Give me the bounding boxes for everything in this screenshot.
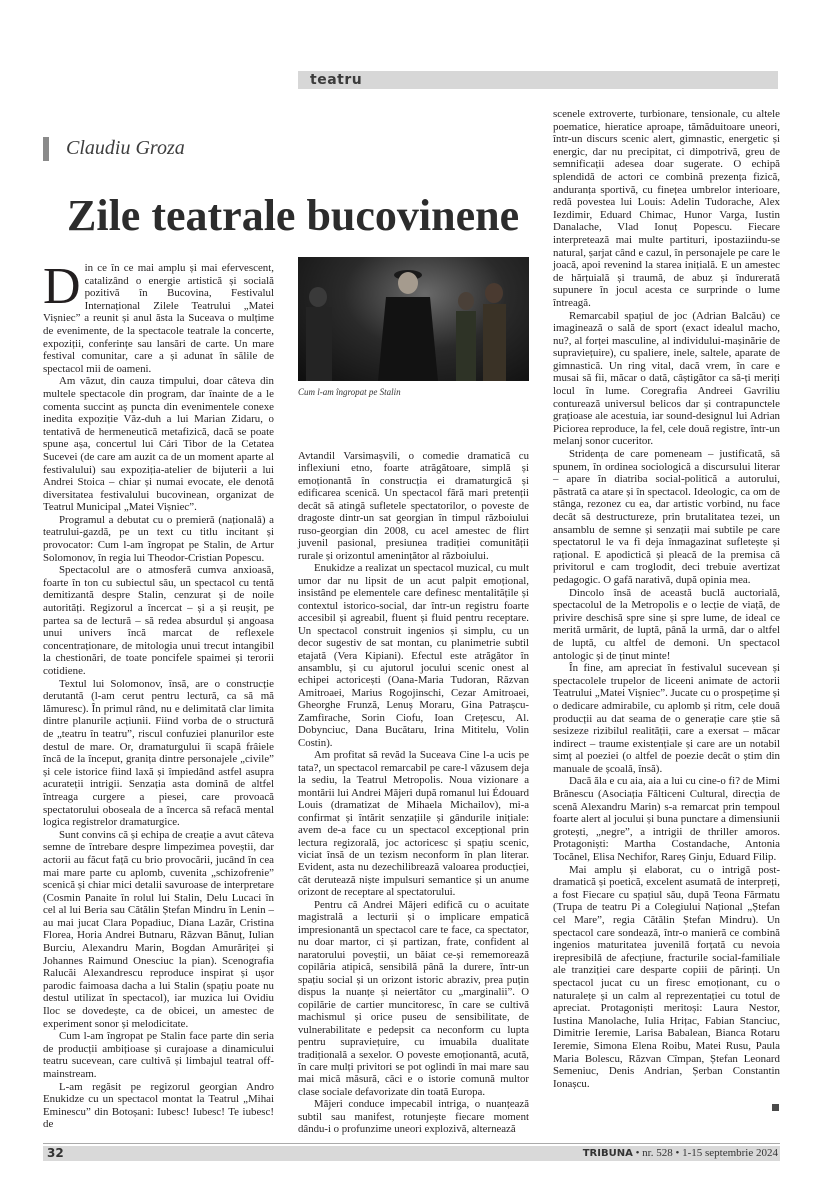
publication-name: TRIBUNA: [582, 1148, 633, 1159]
paragraph: În fine, am apreciat în festivalul sucevean și spectacolele trupelor de liceeni animate de actorii Teatrului „Matei Vișniec”. Jucate cu o prospețime și o dedicare admirabile, cu aplomb și ritm, cele două producții au dat seama de o generație care știe să sesizeze rizibilul realității, care a exersat – măcar indirect – traume existențiale și care are un notabil simț al poeziei (o altfel de poezie decât o știm din manuale de școală, însă).: [553, 662, 781, 775]
paragraph: Spectacolul are o atmosferă cumva anxioasă, foarte în ton cu subiectul său, un spectacol cu tentă demitizantă despre Stalin, cenzurat și de noile autorități. Regizorul a încercat – și a și reușit, pe partea sa de lectură – să redea absurdul și angoasa unui univers încă marcat de reflexele concentraționare, de mitologia unui trecut intangibil la chestionări, de toate poncifele spaimei și terorii cotidiene.: [43, 564, 274, 677]
stage-photo-figures: [298, 257, 529, 381]
paragraph: Remarcabil spațiul de joc (Adrian Balcău) ce imaginează o sală de sport (exact idealul macho, nu?, al forței masculine, al individului-mașinărie de supraviețuire), cu spaliere, inele, saltele, aparate de gimnastică. Un ring vital, dacă vrem, în care e musai să fii, măcar o dată, câștigător ca să-ți meriți locul în lume. Coregrafia Andreei Gavriliu conturează universul belicos dar și contrapunctele grațioase ale acestuia, iar sound-designul lui Adrian Piciorea reproduce, la fel, cele două registre, într-un melanj sonor cuceritor.: [553, 309, 780, 448]
paragraph: Am profitat să revăd la Suceava Cine l-a ucis pe tata?, un spectacol remarcabil pe care-l văzusem deja la sediu, la Teatrul Metropolis. Noua vizionare a montării lui Andrei Măjeri după romanul lui Édouard Louis (dramatizat de Mihaela Michailov), mi-a confirmat și întărit senzațiile și gândurile inițiale: avem de-a face cu un spectacol excepțional prin lectura regizorală, joc actoricesc și spațiu scenic, viciat însă de un tezism neconform în plan literar. Evident, asta nu dezechilibrează valoarea producției, cât derutează niște impulsuri semantice și un anume orizont de receptare al spectatorului.: [298, 749, 529, 899]
paragraph: Sunt convins că și echipa de creație a avut câteva semne de întrebare despre limpezimea poveștii, dar actorii au făcut față cu brio provocării, jucând în cea mai mare parte cu aplomb, cuvenita „schizofrenie” scenică și chiar mici detalii savuroase de interpretare (Cosmin Panaite în rolul lui Stalin, Delu Lucaci în cel al lui Beria sau Cătălin Ștefan Mindru în Lenin – au mai jucat Clara Popadiuc, Diana Lazăr, Cristina Florea, Horia Andrei Butnaru, Răzvan Bănuț, Iulian Burciu, Alexandru Marin, Bogdan Amurăriței și Johannes Raimund Onesciuc la pian). Scenografia Ralucăi Alexandrescu reproduce inspirat și ușor parodic faimoasa dacha a lui Stalin (spațiu poate nu destul utilizat în spectacol), iar muzica lui Ovidiu Iloc se dovedește, ca de obicei, un amestec de experiment sonor și melodicitate.: [43, 828, 274, 1030]
issue-info: • nr. 528 • 1-15 septembrie 2024: [635, 1147, 778, 1159]
paragraph: Am văzut, din cauza timpului, doar câteva din multele spectacole din program, dar înainte de a le comenta succint aș puncta din evenimentele conexe inedita expoziție Văz-duh a lui Marian Zidaru, o tentativă de hermeneutică metafizică, dacă se poate spune așa, concertul lui Cári Tibor de la Cetatea Sucevei (de care am auzit ca de un moment aparte al festivalului) sau expoziția-atelier de bijuterii a lui Andrei Stoica – chiar și numai evocate, ele denotă diversitatea festivalului bucovinean, organizat de Teatrul Municipal „Matei Vișniec”.: [43, 375, 274, 514]
paragraph: Programul a debutat cu o premieră (națională) a teatrului-gazdă, pe un text cu titlu incitant și provocator: Cum l-am îngropat pe Stalin, de Artur Solomonov, în regia lui Theodor-Cristian Popescu.: [43, 513, 274, 564]
article-column-3: [553, 108, 780, 1090]
article-column-1: [43, 258, 274, 1131]
paragraph: Mai amplu și elaborat, cu o intrigă post-dramatică și poetică, excelent asumată de interpreți, a fost Fiecare cu spațiul său, după Teona Fărmatu (Trupa de teatru Pi a Colegiului Național „Ștefan cel Mare”, regia Cătălin Ștefan Mindru). Un spectacol care sondează, într-o manieră ce combină ingenios maturitatea juvenilă forțată cu nevoia irepresibilă de afecțiune, fracturile social-familiale ale tranziției care desparte copiii de părinți. Un spectacol jucat cu un firesc emoționant, cu o naturalețe și un calm al reprezentației cu totul de apreciat. Protagoniști meritoși: Laura Nestor, Iustina Manolache, Iulia Hrițac, Fabian Stanciuc, Dimitrie Ieremie, Larisa Babalean, Bianca Rotaru Ieremie, Simona Elena Roibu, Matei Rusu, Paula Maria Bolescu, Răzvan Cîmpan, Ștefan Leonard Semeniuc, Denis Andrian, Șerban Constantin Ionașcu.: [553, 863, 780, 1090]
photo-caption: Cum l-am îngropat pe Stalin: [298, 387, 401, 397]
paragraph: L-am regăsit pe regizorul georgian Andro Enukidze cu un spectacol montat la Teatrul „Mihai Eminescu” din Botoșani: Iubesc! Iubesc! Te iubesc! de: [43, 1080, 274, 1131]
paragraph: Avtandil Varsimașvili, o comedie dramatică cu inflexiuni etno, foarte atrăgătoare, simplă și emoționantă în construcția ei dramaturgică și edificarea scenică. Un spectacol fără mari pretenții decât să atingă sufletele spectatorilor, o poveste de dragoste dintr-un sat georgian în timpul războiului ruso-georgian din 2008, cu acel amestec de flirt juvenil pasional, presiunea tradiției comunității rurale și orizontul amenințător al războiului.: [298, 450, 529, 562]
paragraph: Stridența de care pomeneam – justificată, să spunem, în ordinea sociologică a discursului literar – apare în diatriba social-politică a autorului, păstrată ca atare și în spectacol. Ideologic, ca om de stânga, rezonez cu ea, dar artistic vorbind, nu face decât să destructureze, prin brutalitatea tezei, un ansamblu de semne și senzații mai subtile pe care spectatorul le va fi deja înmagazinat sufletește și rațional. E apodictică și pleacă de la premisa că privitorul e cam troglodit, deci trebuie avertizat pedagogic. O gafă narativă, după opinia mea.: [553, 448, 780, 586]
author-accent-bar: [43, 137, 49, 161]
paragraph: Dacă ăla e cu aia, aia a lui cu cine-o fi? de Mimi Brănescu (Asociația Fălticeni Cultural, direcția de scenă Alexandru Marin) s-a remarcat prin tempoul foarte alert al jocului și buna punctare a dimensiunii grotești, „negre”, a intrigii de thriller amoros. Protagoniști: Martha Costandache, Antonia Tocănel, Elisa Nechifor, Rareș Ginju, Eduard Filip.: [553, 775, 780, 864]
paragraph: Textul lui Solomonov, însă, are o construcție derutantă (l-am cerut pentru lectură, ca să mă lămuresc). În primul rând, nu e delimitată clar limita dintre planurile acțiunii. Fiind vorba de o structură de „teatru în teatru”, riscul confuziei planurilor este destul de mare. Or, dramaturgului îi scapă frâiele încă de la început, granița dintre personajele „civile” și cele istorice fiind laxă și împiedând astfel asupra acurateții intrigii. Senzația asta domină de altfel întreaga curgere a piesei, care provoacă spectatorului oboseala de a încerca să refacă mental logica registrelor dramaturgice.: [43, 677, 274, 829]
article-column-2: [298, 450, 529, 1136]
article-end-square-icon: [772, 1104, 779, 1111]
page-number: 32: [47, 1146, 64, 1160]
paragraph: scenele extroverte, turbionare, tensionale, cu altele poematice, hieratice aproape, tămăduitoare uneori, într-un discurs scenic alert, gimnastic, energetic și energic, dar nu precipitat, ci dimpotrivă, greu de semnificații adesea doar sugerate. O echipă splendidă de actori ce combină prezența fizică, anduranța sportivă, cu finețea umbrelor interioare, redă povestea lui Louis: Adelin Tudorache, Alex Iezdimir, Eduard Chimac, Hunor Varga, Iustin Danalache, Vlad Ionuț Popescu. Fiecare interpretează mai multe partituri, ipostaziindu-se natural, șarjat când e cazul, în personajele pe care le joacă, apoi revenind la starea inițială. E un amestec de hărțuială și traumă, de abuz și îndurerată supunere în jocul acesta ce surprinde o lume întreagă.: [553, 108, 780, 309]
paragraph: Cum l-am îngropat pe Stalin face parte din seria de producții ambițioase și curajoase a dinamicului teatru sucevean, care cultivă și limbajul teatral off-mainstream.: [43, 1030, 274, 1080]
paragraph: Măjeri conduce impecabil intriga, o nuanțează subtil sau manifest, rotunjește fiecare moment dându-i o profunzime uneori explozivă, alternează: [298, 1098, 529, 1136]
section-header-bar: [298, 71, 778, 89]
paragraph: Din ce în ce mai amplu și mai efervescent, catalizând o energie artistică și socială pozitivă în Bucovina, Festivalul Internațional Zilele Teatrului „Matei Vișniec” a reunit și anul ăsta la Suceava o mulțime de evenimente, de la spectacole teatrale la concerte, expoziții, conferințe sau lansări de carte. Un mare festival comunitar, care a și adunat în sălile de spectacol mii de oameni.: [43, 258, 274, 375]
paragraph: Dincolo însă de această buclă auctorială, spectacolul de la Metropolis e o lecție de viață, de privire deschisă spre sine și spre lume, de ideal ce merită urmărit, de luptă, până la urmă, dar o altfel de luptă, cu altfel de demoni. Un spectacol antologic și de ținut minte!: [553, 586, 780, 662]
stage-photo: [298, 257, 529, 381]
drop-cap: D: [43, 258, 81, 315]
paragraph: Pentru că Andrei Măjeri edifică cu o acuitate magistrală a lecturii și o implicare empatică impresionantă un spectacol care te face, ca spectator, nu doar martor, ci și partizan, frate, confident al naratorului poveștii, un băiat ce-și rememorează copilăria atipică, sensibilă până la durere, într-un spațiu social și un orizont istoric abraziv, prea puțin dispus la nuanțe și neiertător cu „marginalii”. O copilărie de cartier muncitoresc, în care se cultivă machismul și orice puseu de sensibilitate, de vulnerabilitate e pedepsit ca neconform cu lupta pentru supraviețuire, cu imuabila dualitate tradițională a sexelor. O poveste emoționantă, acută, în care mulți privitori se pot oglindi în mai mare sau mai mică măsură, căci e o istorie comună multor clase sociale defavorizate din toată Europa.: [298, 898, 529, 1098]
section-label: teatru: [310, 72, 363, 88]
footer-publication-info: [583, 1146, 778, 1161]
article-title: Zile teatrale bucovinene: [67, 191, 520, 240]
paragraph: Enukidze a realizat un spectacol muzical, cu mult umor dar nu lipsit de un acut palpit emoțional, insistând pe elementele care definesc mentalitățile și contextul istorico-social, dar într-un registru foarte accesibil și agreabil, fluent și fluid pentru receptare. Un spectacol construit ingenios și simplu, cu un decor sugestiv de sat montan, cu planimetrie subtil etajată (Vera Kipiani). Efectul este atrăgător în ansamblu, și cu ajutorul jocului scenic onest al echipei actoricești (Oana-Maria Tudoran, Răzvan Amitroaei, Marius Rogojinschi, Cezar Amitroaei, Gheorghe Frunză, Lenuș Moraru, Gina Patrașcu-Zamfirache, Sorin Ciofu, Ioan Crețescu, Al. Dobynciuc, Dana Bucătaru, Irina Mititelu, Volin Costin).: [298, 562, 529, 749]
author-name: Claudiu Groza: [66, 137, 185, 159]
footer-rule: [43, 1143, 780, 1144]
